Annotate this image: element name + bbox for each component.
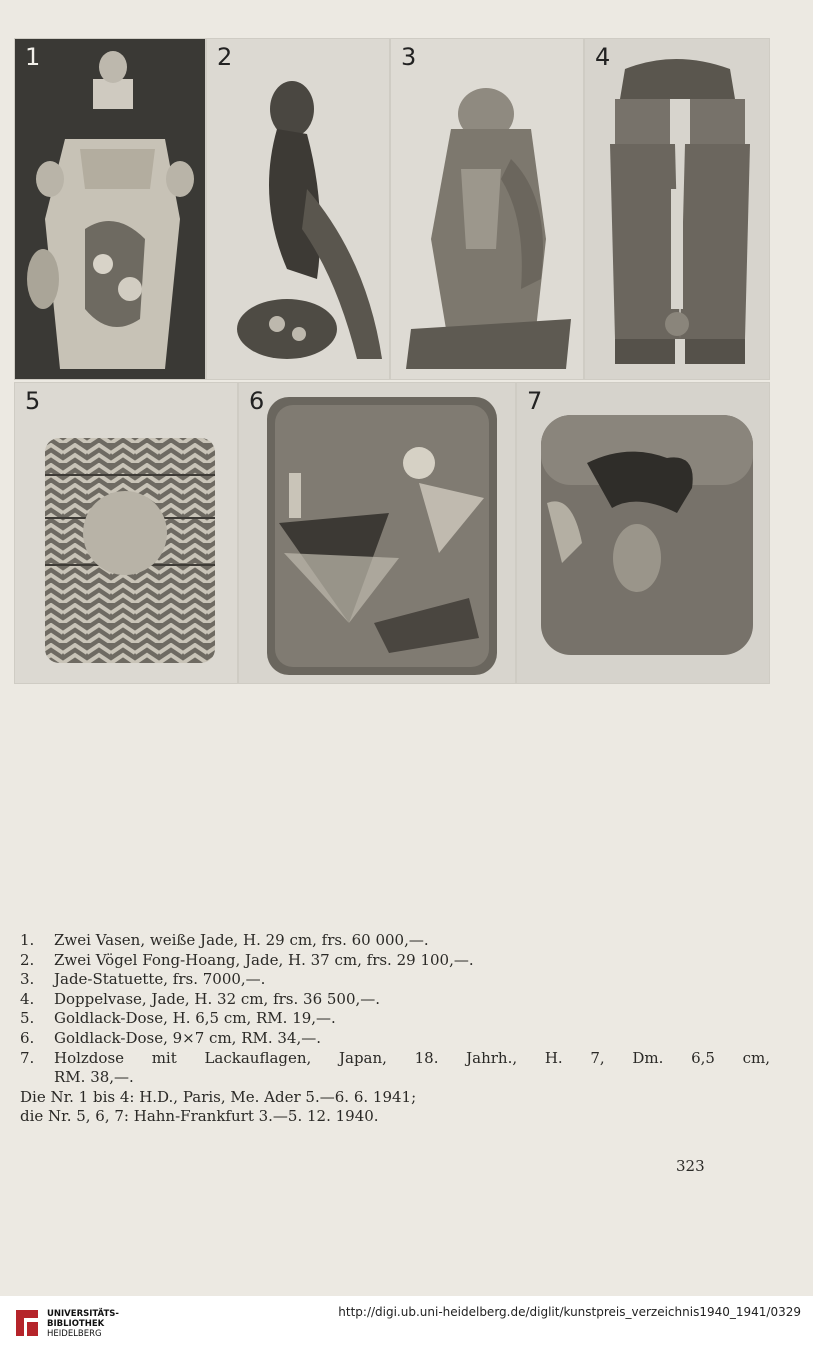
page-number: 323	[676, 1157, 705, 1175]
plate-number: 2	[217, 43, 233, 71]
plate-2	[206, 38, 390, 380]
caption-number: 6.	[20, 1028, 35, 1047]
caption-item	[20, 951, 770, 971]
plate-number: 6	[249, 387, 265, 415]
jade-vase-image	[15, 39, 205, 379]
caption-number: 5.	[20, 1009, 35, 1028]
plate-7	[516, 382, 770, 684]
source-url-link[interactable]: http://digi.ub.uni-heidelberg.de/diglit/kunstpreis_verzeichnis1940_1941/0329	[338, 1305, 801, 1319]
caption-text: Doppelvase, Jade, H. 32 cm, frs. 36 500,—.	[54, 989, 381, 1008]
caption-item	[20, 1049, 770, 1069]
provenance-line: die Nr. 5, 6, 7: Hahn-Frankfurt 3.—5. 12. 1940.	[20, 1107, 379, 1126]
caption-text: Jade-Statuette, frs. 7000,—.	[54, 970, 266, 989]
caption-continuation	[20, 1068, 770, 1088]
caption-text: Zwei Vögel Fong-Hoang, Jade, H. 37 cm, frs. 29 100,—.	[54, 950, 474, 969]
caption-text: Goldlack-Dose, 9×7 cm, RM. 34,—.	[54, 1028, 322, 1047]
caption-text: RM. 38,—.	[54, 1068, 134, 1087]
caption-text: Holzdose mit Lackauflagen, Japan, 18. Jahrh., H. 7, Dm. 6,5 cm,	[54, 1048, 770, 1067]
plate-number: 7	[527, 387, 543, 415]
library-logo-icon	[12, 1306, 42, 1340]
caption-number: 4.	[20, 989, 35, 1008]
caption-list	[20, 931, 770, 1127]
zigzag-inro-image	[15, 383, 237, 683]
caption-number: 7.	[20, 1048, 35, 1067]
library-logo-text: UNIVERSITÄTS- BIBLIOTHEK HEIDELBERG	[47, 1309, 119, 1339]
caption-number: 1.	[20, 931, 35, 949]
plate-number: 5	[25, 387, 41, 415]
plate-1	[14, 38, 206, 380]
plate-4	[584, 38, 770, 380]
wooden-box-image	[517, 383, 769, 683]
plate-number: 4	[595, 43, 611, 71]
caption-item	[20, 970, 770, 990]
plate-5	[14, 382, 238, 684]
plate-6	[238, 382, 516, 684]
statuette-image	[391, 39, 583, 379]
caption-item	[20, 1009, 770, 1029]
plate-number: 3	[401, 43, 417, 71]
plate-3	[390, 38, 584, 380]
caption-item	[20, 1029, 770, 1049]
plate-number: 1	[25, 43, 41, 71]
caption-number: 3.	[20, 970, 35, 989]
provenance-line: Die Nr. 1 bis 4: H.D., Paris, Me. Ader 5.—6. 6. 1941;	[20, 1087, 417, 1106]
fan-lacquer-box-image	[239, 383, 515, 683]
caption-item	[20, 931, 770, 951]
phoenix-image	[207, 39, 389, 379]
caption-number: 2.	[20, 950, 35, 969]
caption-text: Zwei Vasen, weiße Jade, H. 29 cm, frs. 60 000,—.	[54, 931, 429, 949]
double-vase-image	[585, 39, 769, 379]
caption-item	[20, 990, 770, 1010]
caption-text: Goldlack-Dose, H. 6,5 cm, RM. 19,—.	[54, 1009, 336, 1028]
